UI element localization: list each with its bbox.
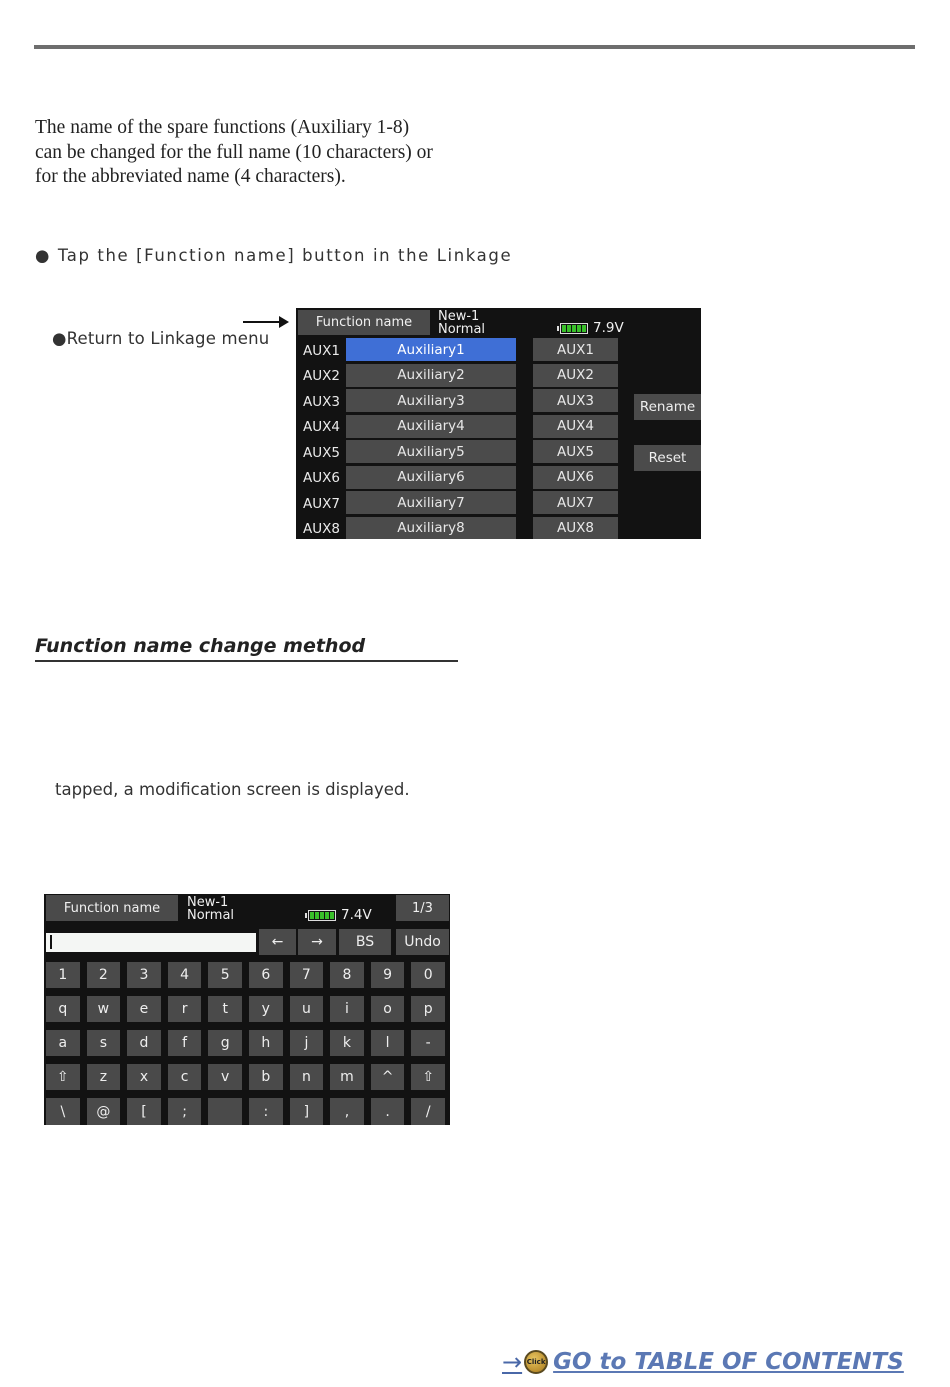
aux-row-label: AUX8 bbox=[303, 521, 340, 537]
keyboard-key[interactable]: c bbox=[168, 1064, 202, 1090]
callout-arrow-icon bbox=[243, 321, 283, 323]
step-text: tapped, a modification screen is displayed. bbox=[55, 780, 410, 799]
cursor-right-button[interactable]: → bbox=[298, 929, 336, 955]
keyboard-key[interactable]: f bbox=[168, 1030, 202, 1056]
toc-link-text[interactable]: GO to TABLE OF CONTENTS bbox=[553, 1349, 904, 1375]
keyboard-key[interactable]: 9 bbox=[371, 962, 405, 988]
keyboard-key[interactable]: v bbox=[208, 1064, 242, 1090]
aux-row-label: AUX7 bbox=[303, 496, 340, 512]
keyboard-key[interactable]: : bbox=[249, 1098, 283, 1125]
aux-short-button[interactable]: AUX5 bbox=[533, 440, 618, 463]
name-input[interactable] bbox=[46, 933, 256, 952]
keyboard-key[interactable]: g bbox=[208, 1030, 242, 1056]
keyboard-key[interactable]: r bbox=[168, 996, 202, 1022]
keyboard-key[interactable]: ^ bbox=[371, 1064, 405, 1090]
cursor-left-button[interactable]: ← bbox=[259, 929, 296, 955]
keyboard-key[interactable]: w bbox=[87, 996, 121, 1022]
aux-name-button[interactable]: Auxiliary2 bbox=[346, 364, 516, 387]
aux-row-label: AUX6 bbox=[303, 470, 340, 486]
keyboard-key[interactable]: o bbox=[371, 996, 405, 1022]
rename-button[interactable]: Rename bbox=[634, 394, 701, 420]
top-rule bbox=[34, 45, 915, 49]
keyboard-key[interactable]: b bbox=[249, 1064, 283, 1090]
keyboard-key[interactable]: 5 bbox=[208, 962, 242, 988]
backspace-button[interactable]: BS bbox=[339, 929, 391, 955]
aux-name-button[interactable]: Auxiliary3 bbox=[346, 389, 516, 412]
battery-icon bbox=[308, 910, 336, 921]
intro-paragraph bbox=[35, 116, 465, 190]
intro-line: for the abbreviated name (4 characters). bbox=[35, 166, 346, 187]
model-info bbox=[187, 896, 234, 922]
keyboard-key[interactable]: k bbox=[330, 1030, 364, 1056]
keyboard-key[interactable]: 0 bbox=[411, 962, 445, 988]
keyboard-key[interactable]: j bbox=[290, 1030, 324, 1056]
aux-name-button[interactable]: Auxiliary5 bbox=[346, 440, 516, 463]
keyboard-key[interactable]: t bbox=[208, 996, 242, 1022]
battery-icon bbox=[560, 323, 588, 334]
keyboard-key[interactable]: d bbox=[127, 1030, 161, 1056]
function-name-screen bbox=[296, 308, 701, 539]
arrow-right-icon: → bbox=[502, 1348, 523, 1376]
keyboard-key[interactable]: e bbox=[127, 996, 161, 1022]
model-info bbox=[438, 310, 485, 336]
aux-short-button[interactable]: AUX8 bbox=[533, 517, 618, 540]
model-mode: Normal bbox=[187, 908, 235, 923]
reset-button[interactable]: Reset bbox=[634, 445, 701, 471]
keyboard-key[interactable]: ] bbox=[290, 1098, 324, 1125]
keyboard-key[interactable]: y bbox=[249, 996, 283, 1022]
keyboard-key[interactable]: 1 bbox=[46, 962, 80, 988]
intro-line: can be changed for the full name (10 characters) or bbox=[35, 141, 433, 163]
battery-status bbox=[308, 907, 372, 923]
keyboard-key[interactable]: \ bbox=[46, 1098, 80, 1125]
aux-name-button[interactable]: Auxiliary1 bbox=[346, 338, 516, 361]
aux-row-label: AUX5 bbox=[303, 445, 340, 461]
aux-name-button[interactable]: Auxiliary7 bbox=[346, 491, 516, 514]
keyboard-key[interactable]: ⇧ bbox=[411, 1064, 445, 1090]
keyboard-key[interactable]: 2 bbox=[87, 962, 121, 988]
keyboard-key[interactable]: 7 bbox=[290, 962, 324, 988]
toc-link[interactable] bbox=[502, 1348, 904, 1376]
modification-screen bbox=[44, 894, 450, 1125]
keyboard-key[interactable]: q bbox=[46, 996, 80, 1022]
keyboard-key[interactable]: ⇧ bbox=[46, 1064, 80, 1090]
battery-status bbox=[560, 320, 624, 336]
model-mode: Normal bbox=[438, 322, 486, 337]
keyboard-key[interactable]: h bbox=[249, 1030, 283, 1056]
keyboard-key[interactable]: m bbox=[330, 1064, 364, 1090]
keyboard-key[interactable]: ; bbox=[168, 1098, 202, 1125]
section-heading: Function name change method bbox=[35, 635, 366, 657]
keyboard-key[interactable]: - bbox=[411, 1030, 445, 1056]
aux-short-button[interactable]: AUX6 bbox=[533, 466, 618, 489]
keyboard-key[interactable]: . bbox=[371, 1098, 405, 1125]
keyboard-key[interactable]: 6 bbox=[249, 962, 283, 988]
battery-voltage: 7.9V bbox=[593, 320, 624, 336]
keyboard-key[interactable]: s bbox=[87, 1030, 121, 1056]
aux-short-button[interactable]: AUX7 bbox=[533, 491, 618, 514]
keyboard-key[interactable]: 3 bbox=[127, 962, 161, 988]
model-name: New-1 bbox=[187, 895, 229, 910]
battery-voltage: 7.4V bbox=[341, 907, 372, 923]
aux-short-button[interactable]: AUX1 bbox=[533, 338, 618, 361]
callout-return-linkage: ●Return to Linkage menu bbox=[52, 329, 270, 348]
keyboard-key[interactable]: p bbox=[411, 996, 445, 1022]
keyboard-key[interactable]: n bbox=[290, 1064, 324, 1090]
function-name-button[interactable]: Function name bbox=[298, 310, 430, 335]
aux-short-button[interactable]: AUX4 bbox=[533, 415, 618, 438]
intro-line: The name of the spare functions (Auxiliary 1-8) bbox=[35, 117, 410, 138]
keyboard-key[interactable]: 8 bbox=[330, 962, 364, 988]
instruction-bullet: ● Tap the [Function name] button in the Linkage bbox=[35, 246, 513, 265]
keyboard-key[interactable]: i bbox=[330, 996, 364, 1022]
aux-row-label: AUX2 bbox=[303, 368, 340, 384]
aux-name-button[interactable]: Auxiliary4 bbox=[346, 415, 516, 438]
keyboard-key[interactable]: l bbox=[371, 1030, 405, 1056]
section-underline bbox=[35, 660, 458, 662]
click-button-icon: Click bbox=[524, 1350, 548, 1374]
keyboard-key[interactable]: a bbox=[46, 1030, 80, 1056]
function-name-button[interactable]: Function name bbox=[46, 895, 178, 921]
keyboard-key[interactable]: x bbox=[127, 1064, 161, 1090]
aux-row-label: AUX4 bbox=[303, 419, 340, 435]
aux-short-button[interactable]: AUX3 bbox=[533, 389, 618, 412]
keyboard-key[interactable] bbox=[208, 1098, 242, 1125]
text-cursor bbox=[50, 935, 52, 949]
page-indicator-button[interactable]: 1/3 bbox=[396, 895, 449, 921]
undo-button[interactable]: Undo bbox=[396, 929, 449, 955]
aux-short-button[interactable]: AUX2 bbox=[533, 364, 618, 387]
aux-name-button[interactable]: Auxiliary8 bbox=[346, 517, 516, 540]
keyboard-key[interactable]: / bbox=[411, 1098, 445, 1125]
keyboard-key[interactable]: u bbox=[290, 996, 324, 1022]
aux-row-label: AUX1 bbox=[303, 343, 340, 359]
keyboard-key[interactable]: [ bbox=[127, 1098, 161, 1125]
keyboard-key[interactable]: @ bbox=[87, 1098, 121, 1125]
aux-name-button[interactable]: Auxiliary6 bbox=[346, 466, 516, 489]
keyboard bbox=[44, 962, 450, 1125]
model-name: New-1 bbox=[438, 309, 480, 324]
aux-row-label: AUX3 bbox=[303, 394, 340, 410]
keyboard-key[interactable]: , bbox=[330, 1098, 364, 1125]
callout-arrowhead-icon bbox=[279, 316, 289, 328]
keyboard-key[interactable]: 4 bbox=[168, 962, 202, 988]
keyboard-key[interactable]: z bbox=[87, 1064, 121, 1090]
